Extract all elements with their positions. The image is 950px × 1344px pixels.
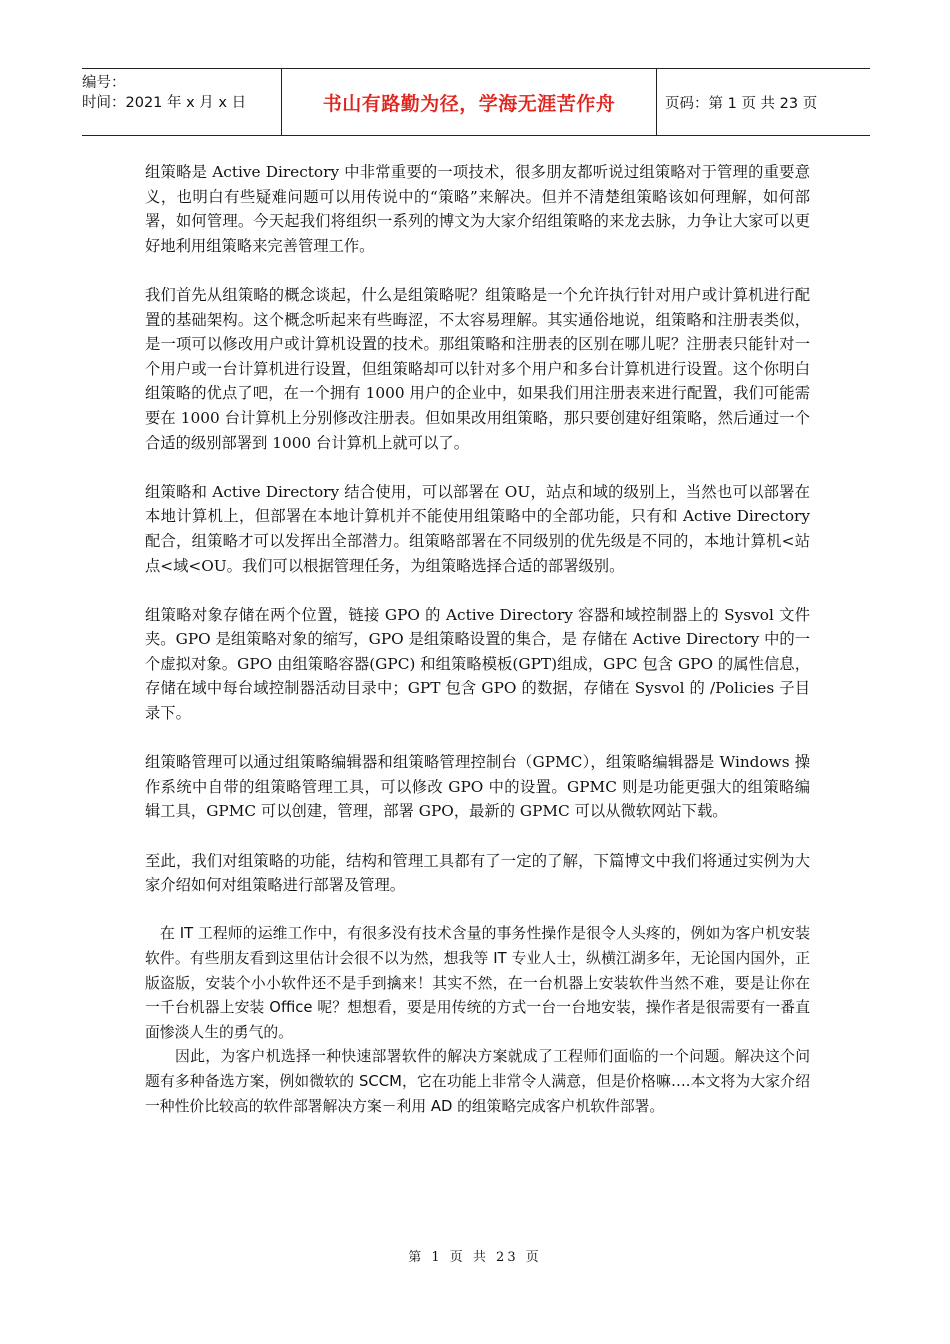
paragraph: 组策略对象存储在两个位置，链接 GPO 的 Active Directory 容器和域控制器上的 Sysvol 文件夹。GPO 是组策略对象的缩写，GPO 是组策略设置的集合，是 存储在 Active Directory 中的一个虚拟对象。GPO 由组策略容器(GPC) 和组策略模板(GPT)组成，GPC 包含 GPO 的属性信息，存储在域中每台域控制器活动目录中；GPT 包含 GPO 的数据，存储在 Sysvol 的 /Policies 子目录下。 <box>145 605 810 723</box>
header-page-info: 页码：第 1 页 共 23 页 <box>665 95 818 112</box>
page-footer: 第 1 页 共 23 页 <box>408 1250 542 1265</box>
paragraph: 组策略管理可以通过组策略编辑器和组策略管理控制台（GPMC），组策略编辑器是 Windows 操作系统中自带的组策略管理工具，可以修改 GPO 中的设置。GPMC 则是功能更强大的组策略编辑工具，GPMC 可以创建，管理，部署 GPO，最新的 GPMC 可以从微软网站下载。 <box>145 753 810 821</box>
number-label: 编号： <box>82 75 126 91</box>
page-header <box>82 68 870 136</box>
header-meta <box>82 69 282 135</box>
paragraph: 在 IT 工程师的运维工作中，有很多没有技术含量的事务性操作是很令人头疼的，例如为客户机安装软件。有些朋友看到这里估计会很不以为然，想我等 IT 专业人士，纵横江湖多年，无论国内国外，正版盗版，安装个小小软件还不是手到擒来！其实不然，在一台机器上安装软件当然不难，要是让你在一千台机器上安装 Office 呢？想想看，要是用传统的方式一台一台地安装，操作者是很需要有一番直面惨淡人生的勇气的。 <box>145 925 810 1041</box>
header-motto: 书山有路勤为径，学海无涯苦作舟 <box>282 69 657 135</box>
paragraph: 组策略是 Active Directory 中非常重要的一项技术，很多朋友都听说过组策略对于管理的重要意义，也明白有些疑难问题可以用传说中的“策略”来解决。但并不清楚组策略该如何理解，如何部署，如何管理。今天起我们将组织一系列的博文为大家介绍组策略的来龙去脉，力争让大家可以更好地利用组策略来完善管理工作。 <box>145 163 810 255</box>
document-body <box>145 160 810 1119</box>
paragraph: 组策略和 Active Directory 结合使用，可以部署在 OU，站点和域的级别上，当然也可以部署在本地计算机上，但部署在本地计算机并不能使用组策略中的全部功能，只有和 Active Directory 配合，组策略才可以发挥出全部潜力。组策略部署在不同级别的优先级是不同的，本地计算机<站点<域<OU。我们可以根据管理任务，为组策略选择合适的部署级别。 <box>145 482 810 575</box>
paragraph: 因此，为客户机选择一种快速部署软件的解决方案就成了工程师们面临的一个问题。解决这个问题有多种备选方案，例如微软的 SCCM，它在功能上非常令人满意，但是价格嘛….本文将为大家介绍一种性价比较高的软件部署解决方案－利用 AD 的组策略完成客户机软件部署。 <box>145 1048 810 1115</box>
date-label: 时间：2021 年 x 月 x 日 <box>82 95 247 111</box>
paragraph: 至此，我们对组策略的功能，结构和管理工具都有了一定的了解，下篇博文中我们将通过实例为大家介绍如何对组策略进行部署及管理。 <box>145 851 810 895</box>
paragraph: 我们首先从组策略的概念谈起，什么是组策略呢？组策略是一个允许执行针对用户或计算机进行配置的基础架构。这个概念听起来有些晦涩，不太容易理解。其实通俗地说，组策略和注册表类似，是一项可以修改用户或计算机设置的技术。那组策略和注册表的区别在哪儿呢？注册表只能针对一个用户或一台计算机进行设置，但组策略却可以针对多个用户和多台计算机进行设置。这个你明白组策略的优点了吧，在一个拥有 1000 用户的企业中，如果我们用注册表来进行配置，我们可能需要在 1000 台计算机上分别修改注册表。但如果改用组策略，那只要创建好组策略，然后通过一个合适的级别部署到 1000 台计算机上就可以了。 <box>145 285 810 452</box>
